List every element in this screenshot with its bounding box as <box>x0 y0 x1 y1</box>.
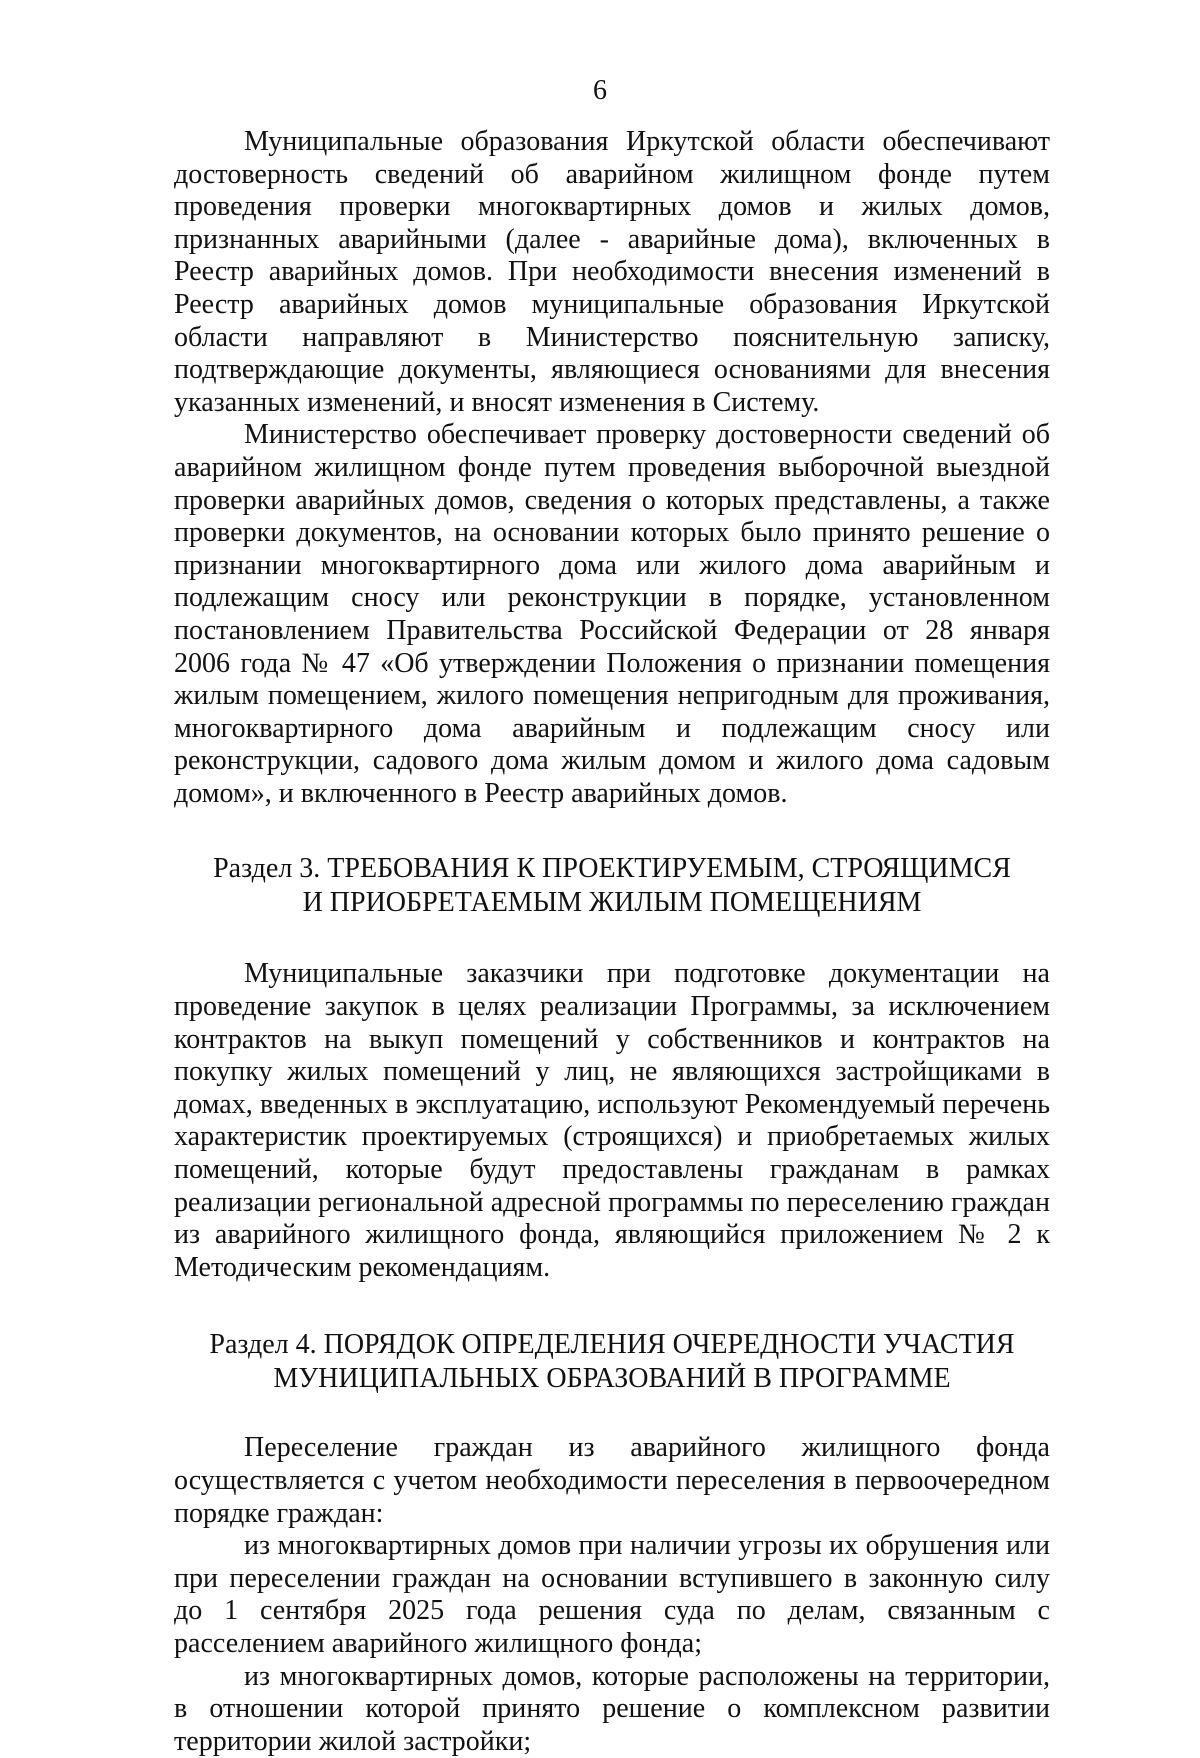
paragraph-resettlement-priority: Переселение граждан из аварийного жилищного фонда осуществляется с учетом необходимости переселения в первоочередном порядке граждан: <box>174 1432 1050 1529</box>
page-number: 6 <box>593 75 607 106</box>
section-3-heading-line-1: Раздел 3. ТРЕБОВАНИЯ К ПРОЕКТИРУЕМЫМ, СТРОЯЩИМСЯ <box>213 853 1011 885</box>
paragraph-priority-complex-development: из многоквартирных домов, которые расположены на территории, в отношении которой принято решение о комплексном развитии территории жилой застройки; <box>174 1660 1050 1757</box>
paragraph-municipal-verification: Муниципальные образования Иркутской области обеспечивают достоверность сведений об аварийном жилищном фонде путем проведения проверки многоквартирных домов и жилых домов, признанных аварийными (далее - аварийные дома), включенных в Реестр аварийных домов. При необходимости внесения изменений в Реестр аварийных домов муниципальные образования Иркутской области направляют в Министерство пояснительную записку, подтверждающие документы, являющиеся основаниями для внесения указанных изменений, и вносят изменения в Систему. <box>174 126 1050 418</box>
paragraph-housing-requirements: Муниципальные заказчики при подготовке документации на проведение закупок в целях реализации Программы, за исключением контрактов на выкуп помещений у собственников и контрактов на покупку жилых помещений у лиц, не являющихся застройщиками в домах, введенных в эксплуатацию, используют Рекомендуемый перечень характеристик проектируемых (строящихся) и приобретаемых жилых помещений, которые будут предоставлены гражданам в рамках реализации региональной адресной программы по переселению граждан из аварийного жилищного фонда, являющийся приложением № 2 к Методическим рекомендациям. <box>174 958 1050 1283</box>
section-3-heading <box>174 852 1050 920</box>
document-body <box>174 126 1050 1758</box>
section-4-heading-line-2: МУНИЦИПАЛЬНЫХ ОБРАЗОВАНИЙ В ПРОГРАММЕ <box>273 1363 951 1395</box>
paragraph-priority-collapse-threat: из многоквартирных домов при наличии угрозы их обрушения или при переселении граждан на основании вступившего в законную силу до 1 сентября 2025 года решения суда по делам, связанным с расселением аварийного жилищного фонда; <box>174 1530 1050 1659</box>
section-3-heading-line-2: И ПРИОБРЕТАЕМЫМ ЖИЛЫМ ПОМЕЩЕНИЯМ <box>302 887 922 919</box>
paragraph-ministry-verification: Министерство обеспечивает проверку достоверности сведений об аварийном жилищном фонде путем проведения выборочной выездной проверки аварийных домов, сведения о которых представлены, а также проверки документов, на основании которых было принято решение о признании многоквартирного дома или жилого дома аварийным и подлежащим сносу или реконструкции в порядке, установленном постановлением Правительства Российской Федерации от 28 января 2006 года № 47 «Об утверждении Положения о признании помещения жилым помещением, жилого помещения непригодным для проживания, многоквартирного дома аварийным и подлежащим сносу или реконструкции, садового дома жилым домом и жилого дома садовым домом», и включенного в Реестр аварийных домов. <box>174 419 1050 809</box>
section-4-heading-line-1: Раздел 4. ПОРЯДОК ОПРЕДЕЛЕНИЯ ОЧЕРЕДНОСТИ УЧАСТИЯ <box>209 1329 1015 1361</box>
section-4-heading <box>174 1328 1050 1396</box>
